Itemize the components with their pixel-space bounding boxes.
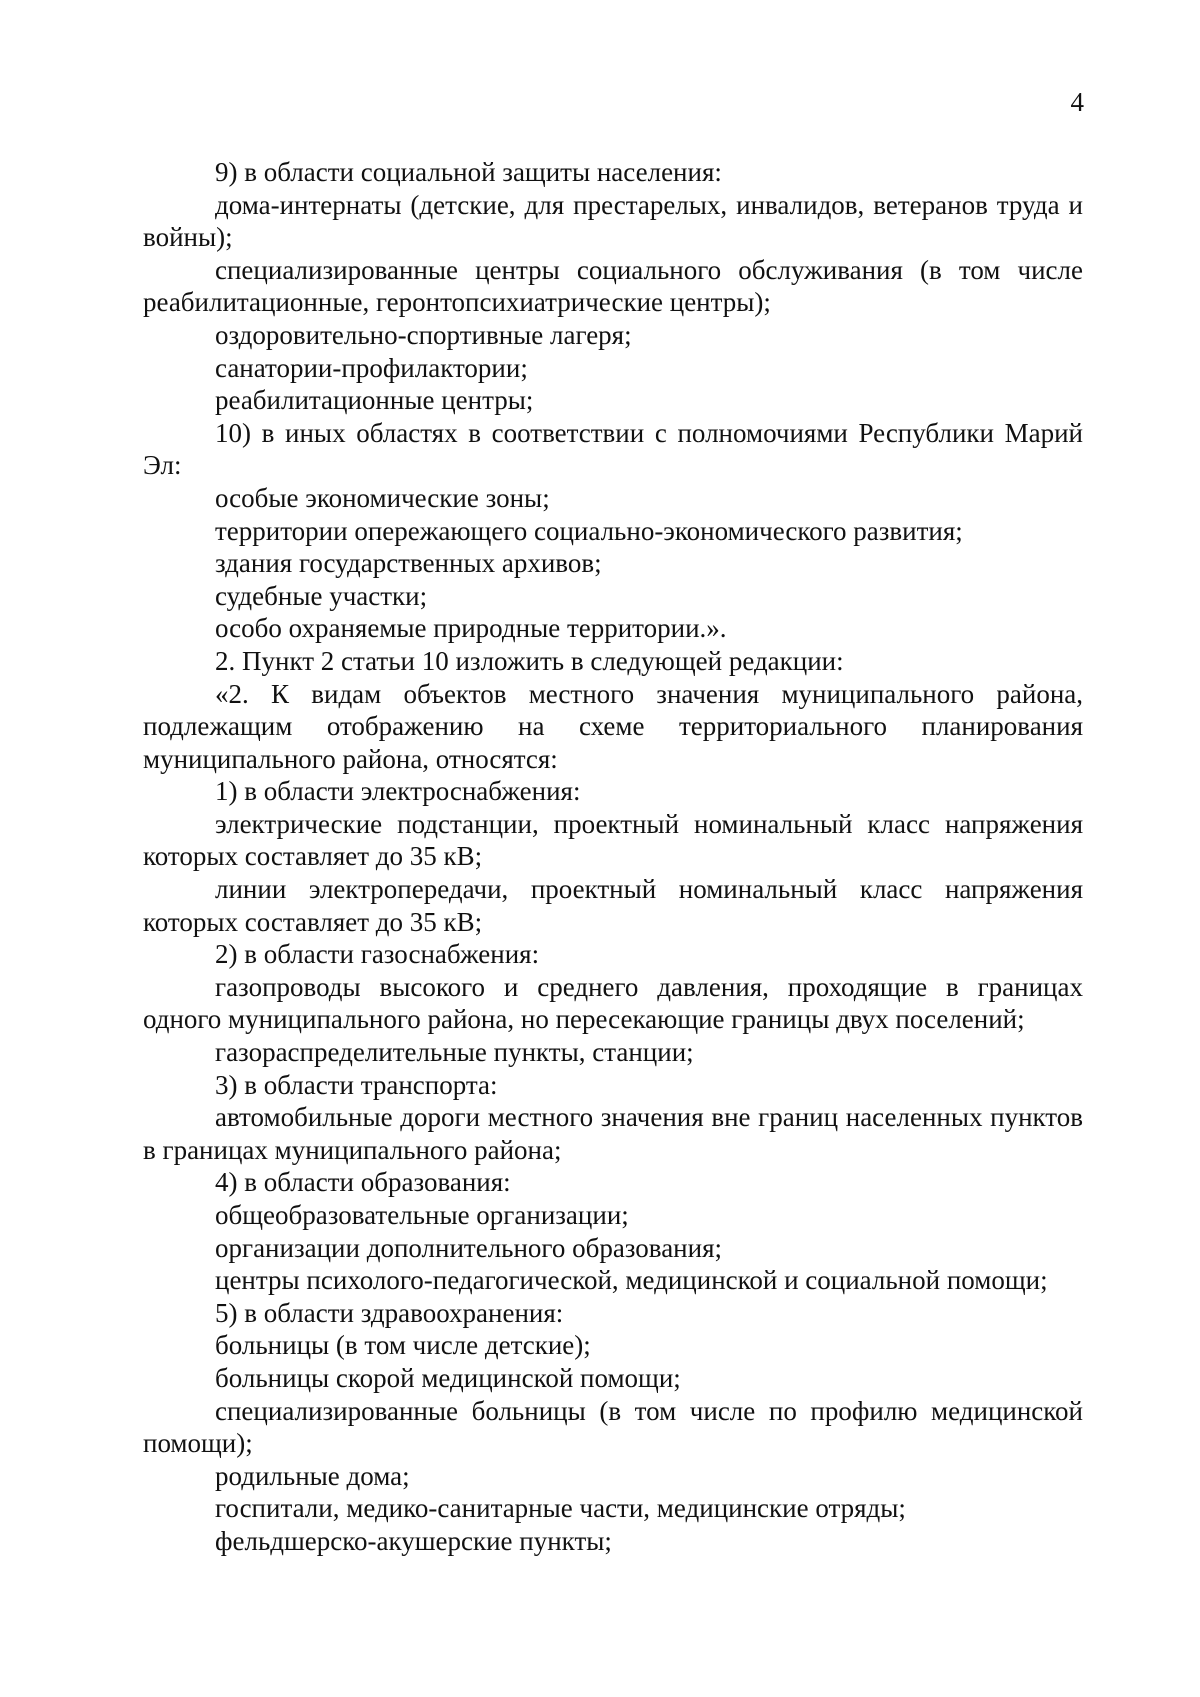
paragraph: общеобразовательные организации; (215, 1200, 629, 1230)
paragraph: электрические подстанции, проектный номинальный класс напряжения которых составляет до 35 кВ; (143, 808, 1083, 872)
paragraph: санатории-профилактории; (215, 352, 528, 383)
paragraph: фельдшерско-акушерские пункты; (215, 1525, 612, 1556)
paragraph: особо охраняемые природные территории.». (215, 613, 727, 644)
paragraph: организации дополнительного образования; (215, 1232, 723, 1263)
paragraph: газораспределительные пункты, станции; (215, 1037, 694, 1068)
paragraph: больницы скорой медицинской помощи; (215, 1362, 681, 1393)
document-body (143, 156, 1083, 1558)
paragraph: территории опережающего социально-экономического развития; (215, 515, 963, 546)
paragraph: дома-интернаты (детские, для престарелых, инвалидов, ветеранов труда и войны); (143, 189, 1083, 253)
paragraph: реабилитационные центры; (215, 385, 534, 416)
paragraph: 1) в области электроснабжения: (215, 776, 581, 807)
paragraph: специализированные центры социального обслуживания (в том числе реабилитационные, геронтопсихиатрические центры); (143, 254, 1083, 318)
paragraph: специализированные больницы (в том числе по профилю медицинской помощи); (143, 1395, 1083, 1459)
page-number: 4 (1070, 87, 1084, 117)
paragraph: газопроводы высокого и среднего давления, проходящие в границах одного муниципального района, но пересекающие границы двух поселений; (143, 971, 1083, 1035)
paragraph: 5) в области здравоохранения: (215, 1297, 564, 1328)
paragraph: оздоровительно-спортивные лагеря; (215, 319, 632, 350)
paragraph: больницы (в том числе детские); (215, 1330, 591, 1361)
paragraph: «2. К видам объектов местного значения муниципального района, подлежащим отображению на схеме территориального планирования муниципального района, относятся: (143, 678, 1083, 774)
paragraph: центры психолого-педагогической, медицинской и социальной помощи; (215, 1265, 1048, 1296)
paragraph: линии электропередачи, проектный номинальный класс напряжения которых составляет до 35 кВ; (143, 874, 1083, 937)
paragraph: госпитали, медико-санитарные части, медицинские отряды; (215, 1493, 906, 1524)
paragraph: 2) в области газоснабжения: (215, 939, 540, 970)
paragraph: 3) в области транспорта: (215, 1069, 498, 1100)
paragraph: здания государственных архивов; (215, 548, 602, 579)
paragraph: судебные участки; (215, 580, 428, 611)
paragraph: особые экономические зоны; (215, 482, 550, 513)
paragraph: 2. Пункт 2 статьи 10 изложить в следующей редакции: (215, 645, 844, 676)
paragraph: 9) в области социальной защиты населения: (215, 157, 722, 187)
paragraph: родильные дома; (215, 1460, 410, 1491)
paragraph: 4) в области образования: (215, 1167, 511, 1198)
paragraph: 10) в иных областях в соответствии с полномочиями Республики Марий Эл: (143, 417, 1083, 481)
paragraph: автомобильные дороги местного значения вне границ населенных пунктов в границах муниципального района; (143, 1102, 1083, 1165)
